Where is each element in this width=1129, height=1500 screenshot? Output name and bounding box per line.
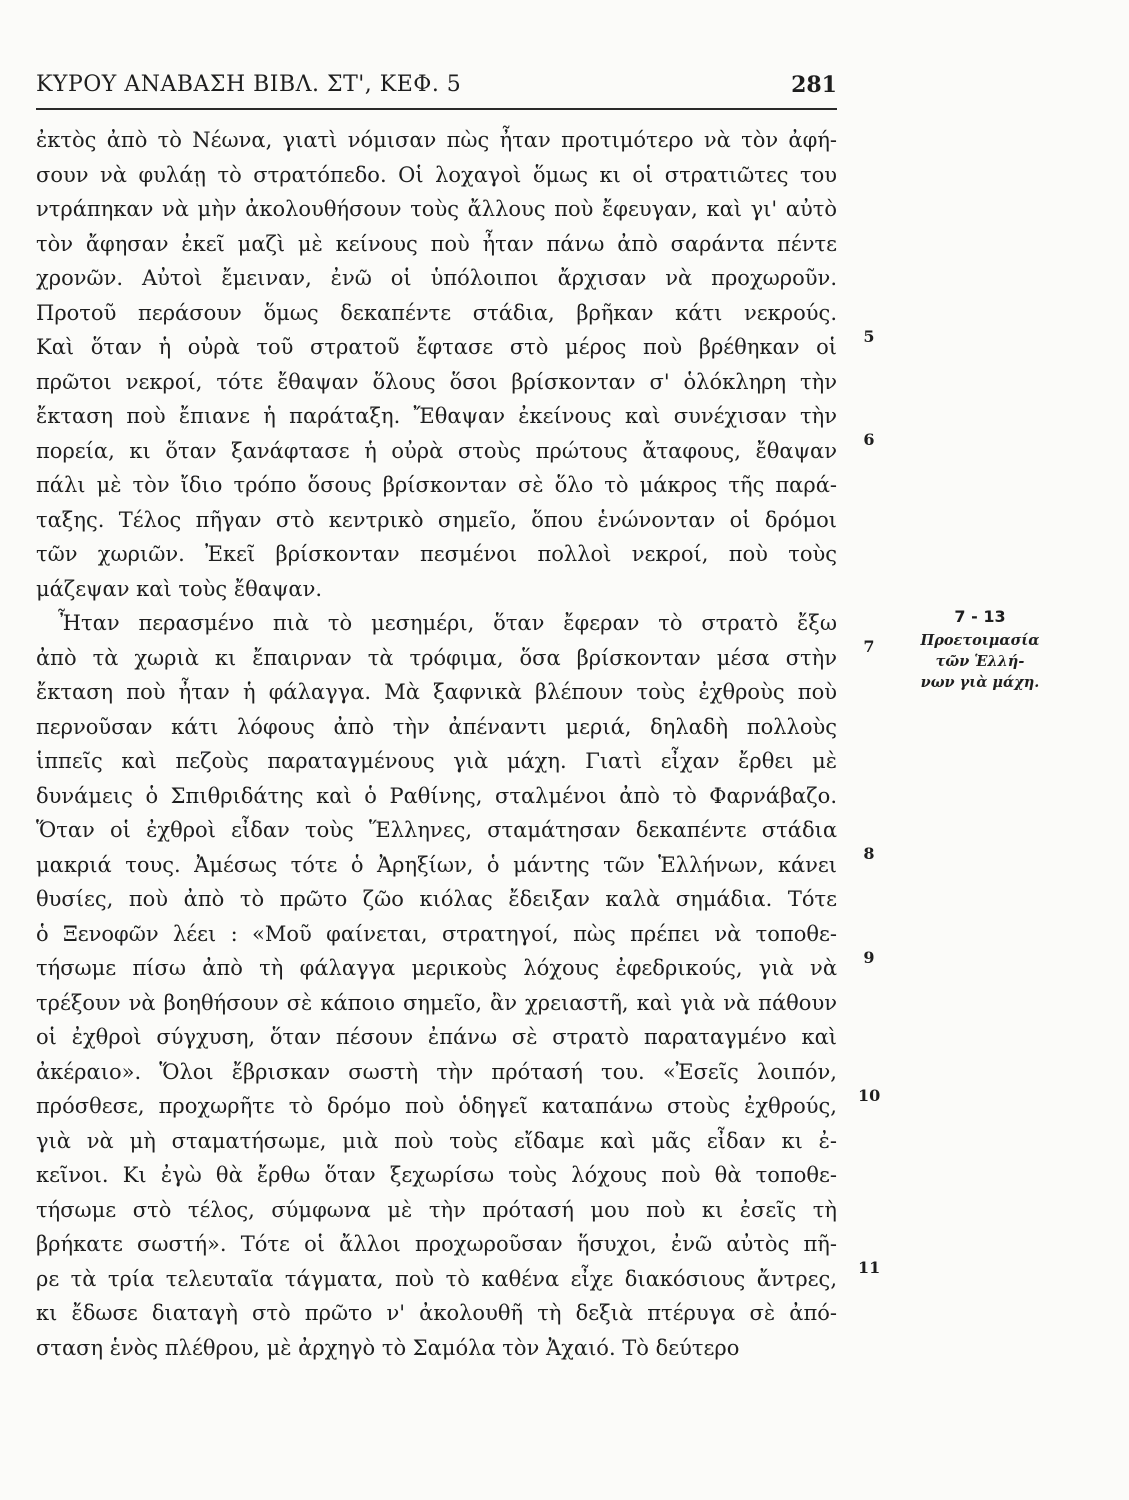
section-number: 9 [863, 947, 875, 967]
text-line: οἱ ἐχθροὶ σύγχυση, ὅταν πέσουν ἐπάνω σὲ στρατὸ παραταγμένο καὶ [36, 1025, 837, 1049]
text-line: πρόσθεσε, προχωρῆτε τὸ δρόμο ποὺ ὁδηγεῖ καταπάνω στοὺς ἐχθρούς, [36, 1094, 837, 1118]
text-line: ἱππεῖς καὶ πεζοὺς παραταγμένους γιὰ μάχη. Γιατὶ εἶχαν ἔρθει μὲ [36, 749, 837, 773]
text-line: μάζεψαν καὶ τοὺς ἔθαψαν. [36, 576, 323, 601]
text-line: βρήκατε σωστή». Τότε οἱ ἄλλοι προχωροῦσαν ἥσυχοι, ἐνῶ αὐτὸς πῆ- [36, 1232, 837, 1256]
text-line: ἔκταση ποὺ ἦταν ἡ φάλαγγα. Μὰ ξαφνικὰ βλέπουν τοὺς ἐχθροὺς ποὺ [36, 680, 837, 704]
margin-note-line: τῶν Ἑλλή- [935, 653, 1025, 670]
text-line: ἀκέραιο». Ὅλοι ἔβρισκαν σωστὴ τὴν πρότασή του. «Ἐσεῖς λοιπόν, [36, 1059, 837, 1084]
text-line: τήσωμε πίσω ἀπὸ τὴ φάλαγγα μερικοὺς λόχους ἐφεδρικούς, γιὰ νὰ [36, 956, 837, 980]
text-line: Καὶ ὅταν ἡ οὐρὰ τοῦ στρατοῦ ἔφτασε στὸ μέρος ποὺ βρέθηκαν οἱ [36, 335, 837, 359]
margin-note [895, 604, 1065, 693]
text-line: ἔκταση ποὺ ἔπιανε ἡ παράταξη. Ἔθαψαν ἐκείνους καὶ συνέχισαν τὴν [36, 404, 837, 428]
text-line: τὸν ἄφησαν ἐκεῖ μαζὶ μὲ κείνους ποὺ ἦταν πάνω ἀπὸ σαράντα πέντε [36, 231, 837, 256]
text-line: ἐκτὸς ἀπὸ τὸ Νέωνα, γιατὶ νόμισαν πὼς ἦταν προτιμότερο νὰ τὸν ἀφή- [36, 128, 837, 152]
text-line: Ὅταν οἱ ἐχθροὶ εἶδαν τοὺς Ἕλληνες, σταμάτησαν δεκαπέντε στάδια [36, 818, 837, 842]
section-number: 6 [863, 430, 875, 449]
text-line: πρῶτοι νεκροί, τότε ἔθαψαν ὅλους ὅσοι βρίσκονταν σ' ὁλόκληρη τὴν [36, 369, 837, 394]
section-number: 10 [858, 1085, 881, 1105]
text-line: Ἦταν περασμένο πιὰ τὸ μεσημέρι, ὅταν ἔφεραν τὸ στρατὸ ἔξω [58, 611, 837, 635]
body-text [36, 123, 837, 1365]
running-header-title: ΚΥΡΟΥ ΑΝΑΒΑΣΗ ΒΙΒΛ. ΣΤ', ΚΕΦ. 5 [36, 72, 462, 97]
margin-note-line: Προετοιμασία [920, 632, 1040, 649]
text-line: ὁ Ξενοφῶν λέει : «Μοῦ φαίνεται, στρατηγοί, πὼς πρέπει νὰ τοποθε- [36, 921, 837, 946]
text-line: τήσωμε στὸ τέλος, σύμφωνα μὲ τὴν πρότασή μου ποὺ κι ἐσεῖς τὴ [36, 1197, 837, 1222]
margin-note-line: νων γιὰ μάχη. [920, 674, 1040, 691]
text-line: δυνάμεις ὁ Σπιθριδάτης καὶ ὁ Ραθίνης, σταλμένοι ἀπὸ τὸ Φαρνάβαζο. [36, 783, 837, 808]
text-line: περνοῦσαν κάτι λόφους ἀπὸ τὴν ἀπέναντι μεριά, δηλαδὴ πολλοὺς [36, 714, 837, 739]
text-line: ντράπηκαν νὰ μὴν ἀκολουθήσουν τοὺς ἄλλους ποὺ ἔφευγαν, καὶ γι' αὐτὸ [36, 197, 837, 221]
section-number: 7 [863, 637, 875, 656]
text-line: θυσίες, ποὺ ἀπὸ τὸ πρῶτο ζῶο κιόλας ἔδειξαν καλὰ σημάδια. Τότε [36, 887, 837, 911]
text-line: πάλι μὲ τὸν ἴδιο τρόπο ὅσους βρίσκονταν σὲ ὅλο τὸ μάκρος τῆς παρά- [36, 473, 837, 497]
page-number: 281 [791, 72, 837, 98]
text-line: σουν νὰ φυλάῃ τὸ στρατόπεδο. Οἱ λοχαγοὶ ὅμως κι οἱ στρατιῶτες του [36, 162, 837, 187]
text-line: Προτοῦ περάσουν ὅμως δεκαπέντε στάδια, βρῆκαν κάτι νεκρούς. [36, 300, 837, 325]
text-line: τρέξουν νὰ βοηθήσουν σὲ κάποιο σημεῖο, ἂν χρειαστῆ, καὶ γιὰ νὰ πάθουν [36, 990, 837, 1015]
margin-note-range: 7 - 13 [954, 607, 1006, 626]
text-line: χρονῶν. Αὐτοὶ ἔμειναν, ἐνῶ οἱ ὑπόλοιποι ἄρχισαν νὰ προχωροῦν. [36, 266, 837, 290]
text-line: μακριά τους. Ἀμέσως τότε ὁ Ἀρηξίων, ὁ μάντης τῶν Ἑλλήνων, κάνει [36, 852, 837, 877]
text-line: τῶν χωριῶν. Ἐκεῖ βρίσκονταν πεσμένοι πολλοὶ νεκροί, ποὺ τοὺς [36, 542, 837, 566]
text-line: ρε τὰ τρία τελευταῖα τάγματα, ποὺ τὸ καθένα εἶχε διακόσιους ἄντρες, [36, 1266, 837, 1291]
section-number: 5 [863, 326, 875, 346]
text-line: γιὰ νὰ μὴ σταματήσωμε, μιὰ ποὺ τοὺς εἴδαμε καὶ μᾶς εἶδαν κι ἐ- [36, 1128, 837, 1153]
text-line: σταση ἑνὸς πλέθρου, μὲ ἀρχηγὸ τὸ Σαμόλα τὸν Ἀχαιό. Τὸ δεύτερο [36, 1335, 740, 1360]
text-line: ἀπὸ τὰ χωριὰ κι ἔπαιρναν τὰ τρόφιμα, ὅσα βρίσκονταν μέσα στὴν [36, 645, 837, 670]
text-line: πορεία, κι ὅταν ξανάφτασε ἡ οὐρὰ στοὺς πρώτους ἄταφους, ἔθαψαν [36, 438, 837, 463]
text-line: ταξης. Τέλος πῆγαν στὸ κεντρικὸ σημεῖο, ὅπου ἑνώνονταν οἱ δρόμοι [36, 507, 837, 532]
section-number: 8 [863, 844, 875, 863]
header-rule [36, 108, 837, 110]
section-number: 11 [858, 1258, 881, 1277]
text-line: κι ἔδωσε διαταγὴ στὸ πρῶτο ν' ἀκολουθῆ τὴ δεξιὰ πτέρυγα σὲ ἀπό- [36, 1301, 837, 1325]
text-line: κεῖνοι. Κι ἐγὼ θὰ ἔρθω ὅταν ξεχωρίσω τοὺς λόχους ποὺ θὰ τοποθε- [36, 1163, 837, 1187]
